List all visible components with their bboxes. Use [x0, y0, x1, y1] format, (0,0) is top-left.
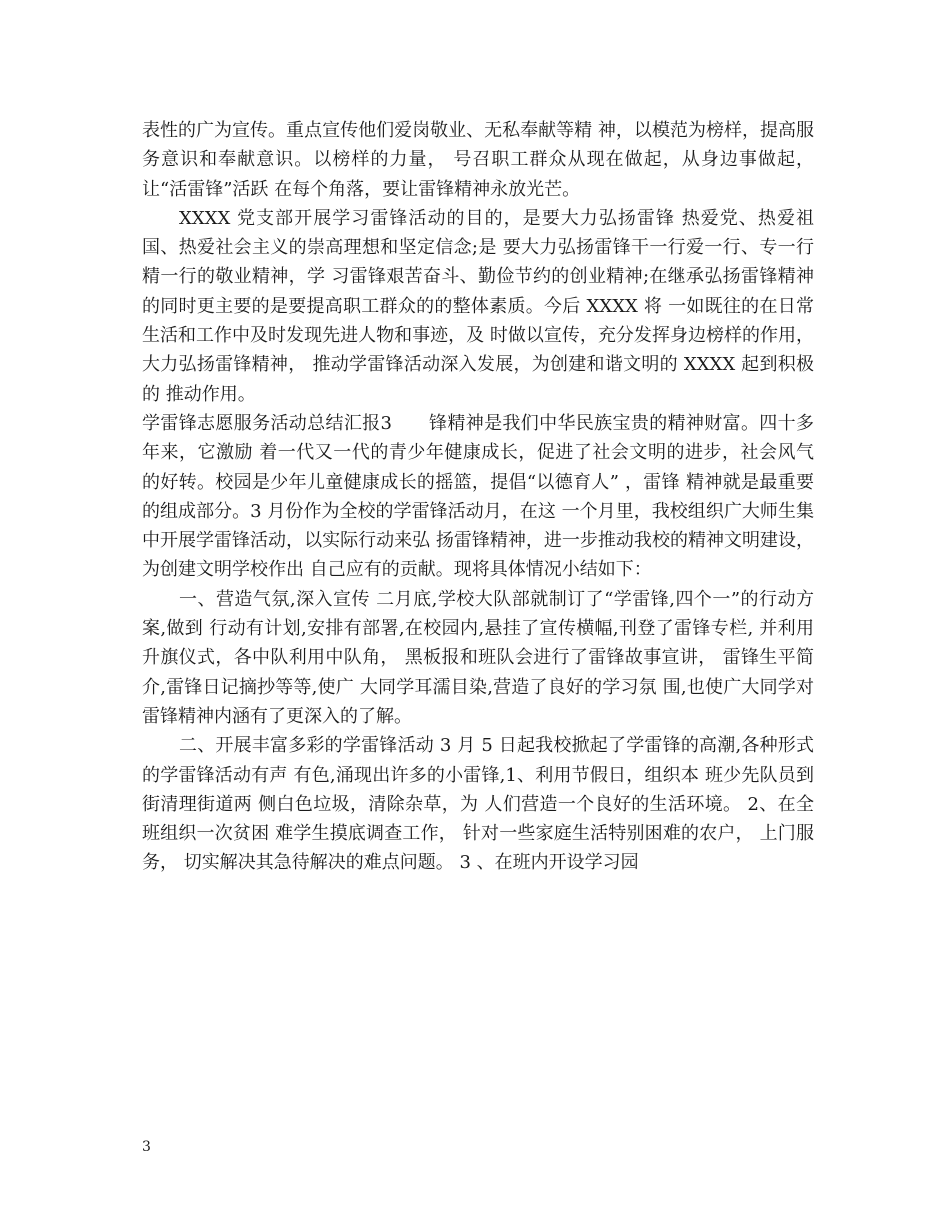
paragraph-4: 一、营造气氛,深入宣传 二月底,学校大队部就制订了“学雷锋,四个一”的行动方案,做到 行动有计划,安排有部署,在校园内,悬挂了宣传横幅,刊登了雷锋专栏, 并利用升旗仪式，各中队利用中队角， 黑板报和班队会进行了雷锋故事宣讲， 雷锋生平简介,雷锋日记摘抄等等,使广 大同学耳濡目染,营造了良好的学习氛 围,也使广大同学对雷锋精神内涵有了更深入的了解。 — [142, 588, 814, 727]
page-number: 3 — [142, 1139, 151, 1155]
paragraph-3: 学雷锋志愿服务活动总结汇报3 锋精神是我们中华民族宝贵的精神财富。四十多年来，它激励 着一代又一代的青少年健康成长，促进了社会文明的进步，社会风气 的好转。校园是少年儿童健康成长的摇篮，提倡“以德育人” ，雷锋 精神就是最重要的组成部分。3 月份作为全校的学雷锋活动月，在这 一个月里，我校组织广大师生集中开展学雷锋活动，以实际行动来弘 扬雷锋精神，进一步推动我校的精神文明建设，为创建文明学校作出 自己应有的贡献。现将具体情况小结如下： — [142, 412, 814, 581]
paragraph-5: 二、开展丰富多彩的学雷锋活动 3 月 5 日起我校掀起了学雷锋的高潮,各种形式的学雷锋活动有声 有色,涌现出许多的小雷锋,1、利用节假日，组织本 班少先队员到街清理街道两 侧白色垃圾，清除杂草，为 人们营造一个良好的生活环境。 2、在全班组织一次贫困 难学生摸底调查工作， 针对一些家庭生活特别困难的农户， 上门服务， 切实解决其急待解决的难点问题。 3 、在班内开设学习园 — [142, 735, 814, 874]
document-body — [142, 116, 814, 878]
paragraph-1: 表性的广为宣传。重点宣传他们爱岗敬业、无私奉献等精 神，以模范为榜样，提高服务意识和奉献意识。以榜样的力量， 号召职工群众从现在做起，从身边事做起，让“活雷锋”活跃 在每个角落，要让雷锋精神永放光芒。 — [142, 120, 814, 200]
paragraph-2: XXXX 党支部开展学习雷锋活动的目的，是要大力弘扬雷锋 热爱党、热爱祖国、热爱社会主义的崇高理想和坚定信念;是 要大力弘扬雷锋干一行爱一行、专一行精一行的敬业精神，学 习雷锋艰苦奋斗、勤俭节约的创业精神;在继承弘扬雷锋精神的同时更主要的是要提高职工群众的的整体素质。今后 XXXX 将 一如既往的在日常生活和工作中及时发现先进人物和事迹，及 时做以宣传，充分发挥身边榜样的作用，大力弘扬雷锋精神， 推动学雷锋活动深入发展，为创建和谐文明的 XXXX 起到积极的 推动作用。 — [142, 207, 814, 405]
